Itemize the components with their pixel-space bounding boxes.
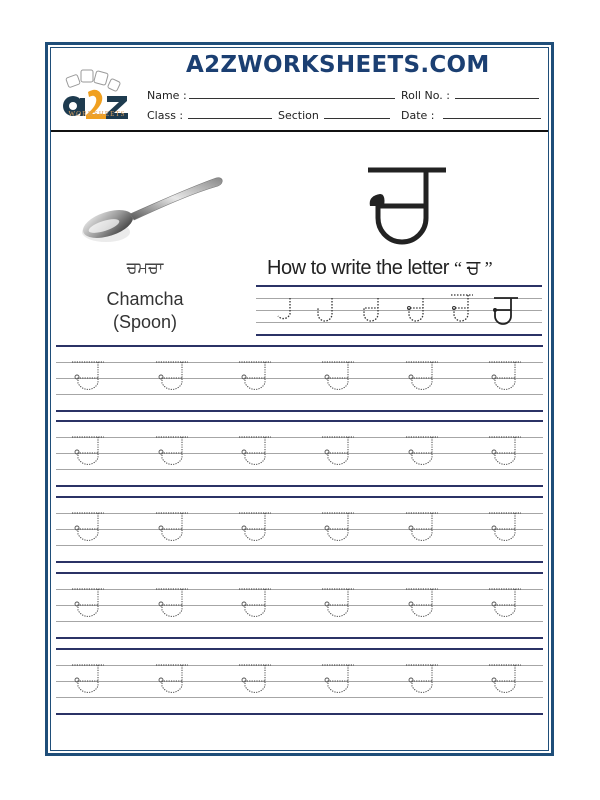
trace-letter[interactable]	[237, 436, 275, 472]
close-quote: ”	[484, 258, 493, 278]
practice-guide-line	[56, 362, 543, 363]
practice-guide-line	[56, 529, 543, 530]
practice-guide-line	[56, 621, 543, 622]
trace-letter[interactable]	[404, 664, 442, 700]
trace-letter[interactable]	[487, 361, 525, 397]
practice-row-top-rule	[56, 572, 543, 574]
practice-row-top-rule	[56, 420, 543, 422]
trace-letter[interactable]	[320, 664, 358, 700]
practice-guide-line	[56, 589, 543, 590]
big-letter-cha	[362, 166, 452, 248]
practice-row-top-rule	[56, 496, 543, 498]
trace-letter[interactable]	[154, 588, 192, 624]
stroke-step-5	[449, 293, 475, 326]
trace-letter[interactable]	[70, 436, 108, 472]
trace-letter[interactable]	[320, 361, 358, 397]
trace-letter[interactable]	[320, 436, 358, 472]
practice-guide-line	[56, 469, 543, 470]
roll-blank[interactable]	[455, 89, 539, 99]
stroke-guide-top-rule	[256, 285, 542, 287]
date-label: Date :	[401, 109, 435, 122]
trace-letter[interactable]	[154, 436, 192, 472]
page-border-inner	[50, 47, 549, 751]
practice-row-top-rule	[56, 345, 543, 347]
header-divider	[51, 130, 548, 132]
practice-guide-line	[56, 681, 543, 682]
trace-letter[interactable]	[237, 664, 275, 700]
name-label: Name :	[147, 89, 187, 102]
logo-subtitle: WORKSHEETS	[68, 110, 126, 118]
trace-letter[interactable]	[487, 436, 525, 472]
practice-guide-line	[56, 453, 543, 454]
trace-letter[interactable]	[320, 512, 358, 548]
trace-letter[interactable]	[154, 664, 192, 700]
word-gurmukhi: ਚਮਚਾ	[126, 258, 164, 277]
practice-row-top-rule	[56, 648, 543, 650]
stroke-step-2	[316, 296, 338, 326]
roll-label: Roll No. :	[401, 89, 450, 102]
class-field[interactable]	[147, 109, 272, 122]
open-quote: “	[453, 258, 462, 278]
practice-row-bottom-rule	[56, 410, 543, 412]
practice-guide-line	[56, 394, 543, 395]
word-roman: Chamcha	[106, 289, 184, 309]
stroke-step-3	[362, 296, 384, 326]
class-blank[interactable]	[188, 109, 272, 119]
trace-letter[interactable]	[487, 588, 525, 624]
stroke-step-1	[276, 296, 298, 326]
practice-row-bottom-rule	[56, 561, 543, 563]
trace-letter[interactable]	[70, 664, 108, 700]
practice-guide-line	[56, 697, 543, 698]
trace-letter[interactable]	[154, 512, 192, 548]
practice-guide-line	[56, 437, 543, 438]
practice-guide-line	[56, 378, 543, 379]
section-label: Section	[278, 109, 319, 122]
spoon-image	[78, 172, 228, 252]
word-roman-block	[82, 288, 208, 334]
stroke-step-6-complete	[492, 296, 520, 328]
practice-guide-line	[56, 545, 543, 546]
site-title: A2ZWORKSHEETS.COM	[186, 52, 490, 78]
trace-letter[interactable]	[70, 512, 108, 548]
trace-letter[interactable]	[404, 588, 442, 624]
roll-field[interactable]	[401, 89, 539, 102]
trace-letter[interactable]	[487, 664, 525, 700]
trace-letter[interactable]	[237, 588, 275, 624]
practice-row-bottom-rule	[56, 637, 543, 639]
date-field[interactable]	[401, 109, 541, 122]
name-blank[interactable]	[189, 89, 395, 99]
practice-guide-line	[56, 605, 543, 606]
trace-letter[interactable]	[404, 361, 442, 397]
trace-letter[interactable]	[320, 588, 358, 624]
section-field[interactable]	[278, 109, 390, 122]
section-blank[interactable]	[324, 109, 390, 119]
stroke-step-4	[407, 296, 429, 326]
practice-guide-line	[56, 513, 543, 514]
stroke-guide-bottom-rule	[256, 334, 542, 336]
practice-row-bottom-rule	[56, 485, 543, 487]
date-blank[interactable]	[443, 109, 541, 119]
trace-letter[interactable]	[70, 588, 108, 624]
trace-letter[interactable]	[154, 361, 192, 397]
class-label: Class :	[147, 109, 184, 122]
trace-letter[interactable]	[237, 512, 275, 548]
word-meaning: (Spoon)	[112, 312, 178, 332]
trace-letter[interactable]	[487, 512, 525, 548]
instruction-prefix: How to write the letter	[267, 257, 449, 279]
trace-letter[interactable]	[237, 361, 275, 397]
practice-guide-line	[56, 665, 543, 666]
trace-letter[interactable]	[70, 361, 108, 397]
instruction-text	[267, 257, 492, 280]
practice-row-bottom-rule	[56, 713, 543, 715]
trace-letter[interactable]	[404, 436, 442, 472]
trace-letter[interactable]	[404, 512, 442, 548]
instruction-letter: ਚ	[466, 257, 480, 279]
name-field[interactable]	[147, 89, 395, 102]
